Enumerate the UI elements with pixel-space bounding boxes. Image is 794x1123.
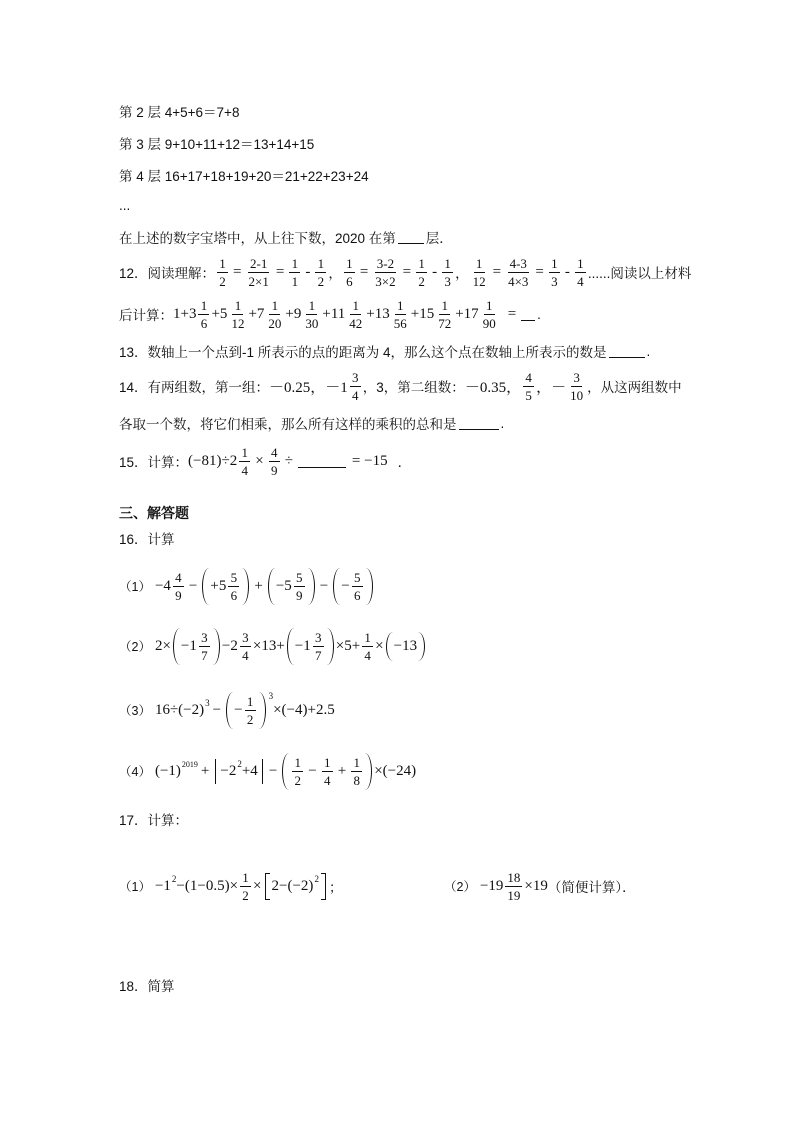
question-text: ，从这两组数中 xyxy=(587,380,682,395)
period: ． xyxy=(397,455,412,470)
denominator: 1 xyxy=(291,273,299,289)
question-text: 在上述的数字宝塔中，从上往下数，2020 在第 xyxy=(119,231,396,246)
parenthesized-group xyxy=(281,753,373,790)
operator: − xyxy=(308,762,317,779)
numerator: 1 xyxy=(315,256,326,273)
operator: + xyxy=(254,577,263,594)
fraction xyxy=(481,298,498,331)
parenthesized-group xyxy=(201,568,250,605)
fraction xyxy=(568,370,585,403)
denominator: 42 xyxy=(349,315,363,331)
operator: − xyxy=(188,577,198,594)
numerator: 1 xyxy=(575,256,586,273)
numerator: 1 xyxy=(362,630,373,647)
denominator: 19 xyxy=(507,887,521,903)
denominator: 6 xyxy=(200,315,208,331)
parenthesized-group xyxy=(225,692,266,729)
parenthesized-group xyxy=(286,628,335,665)
pyramid-row-text: 第 4 层 16+17+18+19+20＝21+22+23+24 xyxy=(119,169,369,184)
question-12-line-1 xyxy=(119,252,691,292)
numerator: 1 xyxy=(245,694,256,711)
denominator: 3×2 xyxy=(375,273,396,289)
numerator: 1 xyxy=(240,870,251,887)
question-13 xyxy=(119,331,650,371)
denominator: 6 xyxy=(346,273,353,289)
numerator: 4-3 xyxy=(509,255,527,271)
math-term: ×5+ xyxy=(335,637,361,654)
math-term: −4 xyxy=(154,577,171,594)
parenthesized-group xyxy=(332,568,373,605)
operator: = xyxy=(535,263,544,280)
denominator: 12 xyxy=(472,273,486,289)
numerator: 1 xyxy=(322,755,333,772)
math-term: −1 xyxy=(294,637,311,654)
denominator: 2 xyxy=(418,273,425,289)
denominator: 3 xyxy=(551,273,558,289)
period: . xyxy=(500,415,505,431)
operator: − xyxy=(268,762,278,779)
numerator: 2-1 xyxy=(250,255,268,271)
math-term: +15 xyxy=(410,305,435,322)
operator: = xyxy=(233,263,242,280)
operator: - xyxy=(432,263,438,280)
operator: × xyxy=(255,452,264,469)
numerator: 1 xyxy=(292,755,303,772)
question-16-title xyxy=(119,518,175,558)
numerator: 3 xyxy=(571,370,582,387)
numerator: 5 xyxy=(352,570,363,587)
question-17-title xyxy=(119,799,188,839)
numerator: 1 xyxy=(351,755,362,772)
period: . xyxy=(646,343,651,359)
numerator: 5 xyxy=(294,570,305,587)
equals-sign: = xyxy=(507,305,517,322)
math-term: (−1) xyxy=(154,762,181,779)
question-text: 13．数轴上一个点到-1 所表示的点的距离为 4，那么这个点在数轴上所表示的数是 xyxy=(119,345,607,360)
math-term: −2 xyxy=(220,762,237,779)
fraction xyxy=(217,256,228,289)
question-18-title xyxy=(119,965,175,1005)
answer-blank xyxy=(459,416,499,430)
fraction xyxy=(471,256,488,289)
fraction xyxy=(506,256,530,289)
exponent: 2 xyxy=(314,874,319,884)
question-16-part-4 xyxy=(119,751,416,791)
question-text: 14．有两组数，第一组： xyxy=(119,380,270,395)
semicolon: ； xyxy=(328,880,343,895)
part-label: （1） xyxy=(119,880,151,894)
answer-blank xyxy=(298,454,346,468)
fraction xyxy=(199,630,210,663)
question-12-line-2 xyxy=(119,294,541,334)
fraction xyxy=(229,298,246,331)
fraction xyxy=(315,256,326,289)
math-term: －0.35， xyxy=(464,379,522,396)
fraction xyxy=(505,870,522,903)
math-term: −1 xyxy=(154,877,171,894)
denominator: 2×1 xyxy=(248,273,269,289)
pyramid-row-text: 第 2 层 4+5+6＝7+8 xyxy=(119,105,240,120)
fraction xyxy=(575,256,586,289)
math-term: +5 xyxy=(210,577,227,594)
denominator: 2 xyxy=(242,887,249,903)
math-term: ，－ xyxy=(536,379,567,396)
math-term: ×13+ xyxy=(252,637,285,654)
part-label: （2） xyxy=(119,640,151,654)
part-label: （4） xyxy=(119,765,151,779)
math-term: × xyxy=(253,877,262,894)
question-text: ，3，第二组数： xyxy=(362,380,465,395)
parenthesized-group xyxy=(385,632,426,661)
operator: - xyxy=(305,263,311,280)
question-14-line-2 xyxy=(119,403,504,443)
denominator: 2 xyxy=(294,772,302,788)
numerator: 1 xyxy=(474,256,485,273)
fraction xyxy=(523,370,534,403)
math-term: −19 xyxy=(479,877,504,894)
denominator: 2 xyxy=(317,273,325,289)
denominator: 4 xyxy=(577,273,584,289)
numerator: 3 xyxy=(313,630,324,647)
fraction xyxy=(416,256,427,289)
numerator: 1 xyxy=(289,256,300,273)
numerator: 3 xyxy=(240,630,251,647)
fraction xyxy=(228,570,239,603)
denominator: 9 xyxy=(296,587,303,603)
denominator: 5 xyxy=(525,387,532,403)
question-17-part-2 xyxy=(444,866,636,906)
numerator: 1 xyxy=(484,298,495,315)
fraction xyxy=(289,256,300,289)
fraction xyxy=(373,256,397,289)
answer-blank xyxy=(398,230,424,244)
exponent: 2019 xyxy=(181,759,198,769)
answer-blank xyxy=(609,344,645,358)
fraction xyxy=(347,298,364,331)
math-term: +11 xyxy=(322,305,346,322)
operator: + xyxy=(200,762,210,779)
denominator: 6 xyxy=(353,587,361,603)
numerator: 1 xyxy=(350,298,361,315)
exponent: 2 xyxy=(171,874,177,884)
math-term: +4 xyxy=(241,762,258,779)
fraction xyxy=(549,256,560,289)
denominator: 30 xyxy=(305,315,319,331)
numerator: 1 xyxy=(269,298,280,315)
numerator: 1 xyxy=(239,445,250,462)
denominator: 4 xyxy=(241,462,248,478)
period: . xyxy=(537,306,541,322)
operator: = xyxy=(402,263,412,280)
question-text: 各取一个数，将它们相乘，那么所有这样的乘积的总和是 xyxy=(119,417,457,432)
fraction xyxy=(198,298,209,331)
math-term: −(1−0.5)× xyxy=(176,877,239,894)
denominator: 4×3 xyxy=(508,273,529,289)
numerator: 4 xyxy=(523,370,534,387)
numerator: 1 xyxy=(442,256,453,273)
denominator: 2 xyxy=(246,711,254,727)
numerator: 5 xyxy=(228,570,239,587)
question-11-tail xyxy=(119,217,453,257)
exponent: 3 xyxy=(205,698,210,708)
math-term: −5 xyxy=(275,577,292,594)
absolute-value-group xyxy=(214,759,263,784)
note-text: （简便计算）． xyxy=(547,880,636,895)
denominator: 72 xyxy=(438,315,452,331)
operator: − xyxy=(319,577,329,594)
math-term: (−81)÷2 xyxy=(188,452,238,469)
operator: − xyxy=(212,701,222,718)
denominator: 4 xyxy=(364,647,371,663)
operator: = xyxy=(492,263,502,280)
math-term: +5 xyxy=(211,305,228,322)
part-label: （1） xyxy=(119,580,151,594)
fraction xyxy=(240,870,251,903)
parenthesized-group xyxy=(172,628,221,665)
numerator: 3-2 xyxy=(376,255,395,271)
answer-blank xyxy=(521,307,535,321)
numerator: 1 xyxy=(395,298,406,315)
operator: = xyxy=(359,263,369,280)
question-14-line-1 xyxy=(119,366,682,406)
question-16-part-1 xyxy=(119,566,375,606)
question-text: ......阅读以上材料 xyxy=(587,266,692,281)
fraction xyxy=(247,256,271,289)
math-term: +9 xyxy=(285,305,302,322)
math-term: －0.25，－1 xyxy=(269,379,348,396)
fraction xyxy=(344,256,355,289)
fraction xyxy=(350,370,361,403)
question-number-label: 12．阅读理解： xyxy=(119,266,216,281)
fraction xyxy=(392,298,409,331)
numerator: 18 xyxy=(507,869,521,885)
math-term: ×(−4)+2.5 xyxy=(273,701,335,718)
numerator: 4 xyxy=(269,445,280,462)
denominator: 7 xyxy=(315,647,322,663)
fraction xyxy=(173,570,184,603)
denominator: 4 xyxy=(324,772,331,788)
denominator: 10 xyxy=(570,387,584,403)
denominator: 4 xyxy=(352,387,359,403)
fraction xyxy=(442,256,453,289)
question-text: 后计算： xyxy=(119,308,173,323)
question-16-part-3 xyxy=(119,690,335,730)
denominator: 9 xyxy=(175,587,182,603)
question-title: 16．计算 xyxy=(119,532,175,547)
numerator: 1 xyxy=(198,298,209,315)
math-term: +17 xyxy=(455,305,479,322)
numerator: 4 xyxy=(173,570,184,587)
math-term: 2−(−2) xyxy=(271,877,314,894)
math-term: 2× xyxy=(154,637,171,654)
numerator: 1 xyxy=(416,256,427,273)
denominator: 90 xyxy=(482,315,496,331)
fraction xyxy=(269,445,280,478)
pyramid-row-text: 第 3 层 9+10+11+12＝13+14+15 xyxy=(119,137,315,152)
math-term: 16÷(−2) xyxy=(154,701,205,718)
math-term: +13 xyxy=(366,305,390,322)
math-term: × xyxy=(375,637,384,654)
operator: = xyxy=(275,263,285,280)
fraction xyxy=(245,694,256,727)
denominator: 4 xyxy=(242,647,249,663)
fraction xyxy=(352,570,363,603)
numerator: 1 xyxy=(549,256,560,273)
denominator: 56 xyxy=(393,315,407,331)
math-term: −2 xyxy=(221,637,238,654)
numerator: 1 xyxy=(217,256,228,273)
math-term: 1+3 xyxy=(173,305,197,322)
math-term: = −15 xyxy=(351,452,388,469)
denominator: 2 xyxy=(219,273,226,289)
fraction xyxy=(322,755,333,788)
fraction xyxy=(362,630,373,663)
question-number-label: 15．计算： xyxy=(119,455,189,470)
operator: - xyxy=(564,263,570,280)
question-16-part-2 xyxy=(119,626,427,666)
question-title: 17．计算： xyxy=(119,813,189,828)
operator: ÷ xyxy=(284,452,293,469)
fraction xyxy=(292,755,303,788)
math-term: − xyxy=(234,701,243,718)
separator-comma: ， xyxy=(328,266,342,281)
question-15 xyxy=(119,441,411,481)
fraction xyxy=(313,630,324,663)
fraction xyxy=(436,298,453,331)
section-title: 三、解答题 xyxy=(119,505,189,521)
numerator: 1 xyxy=(439,298,450,315)
question-title: 18．简算 xyxy=(119,979,175,994)
fraction xyxy=(240,630,251,663)
math-term: − xyxy=(341,577,350,594)
exponent: 3 xyxy=(268,691,274,701)
denominator: 3 xyxy=(444,273,451,289)
part-label: （3） xyxy=(119,704,151,718)
math-term: −1 xyxy=(180,637,197,654)
ellipsis-text: ... xyxy=(119,197,131,213)
fraction xyxy=(303,298,320,331)
numerator: 1 xyxy=(344,256,355,273)
numerator: 1 xyxy=(306,298,317,315)
pyramid-row-4 xyxy=(119,155,369,195)
fraction xyxy=(239,445,250,478)
part-label: （2） xyxy=(444,880,476,894)
operator: + xyxy=(337,762,347,779)
denominator: 9 xyxy=(270,462,278,478)
denominator: 12 xyxy=(231,315,245,331)
numerator: 3 xyxy=(350,370,361,387)
fraction xyxy=(351,755,362,788)
fraction xyxy=(294,570,305,603)
exponent: 2 xyxy=(237,759,242,769)
question-17-part-1 xyxy=(119,866,342,906)
fraction xyxy=(266,298,283,331)
denominator: 20 xyxy=(268,315,282,331)
bracket-group xyxy=(264,873,327,900)
parenthesized-group xyxy=(267,568,316,605)
math-term: ×19 xyxy=(524,877,548,894)
numerator: 1 xyxy=(232,298,243,315)
denominator: 6 xyxy=(230,587,238,603)
numerator: 3 xyxy=(199,630,210,647)
question-text-end: 层． xyxy=(425,231,453,246)
denominator: 7 xyxy=(201,647,208,663)
math-term: −13 xyxy=(393,637,418,654)
denominator: 8 xyxy=(353,772,360,788)
separator-comma: ， xyxy=(455,266,469,281)
math-term: ×(−24) xyxy=(374,762,417,779)
math-term: +7 xyxy=(248,305,265,322)
